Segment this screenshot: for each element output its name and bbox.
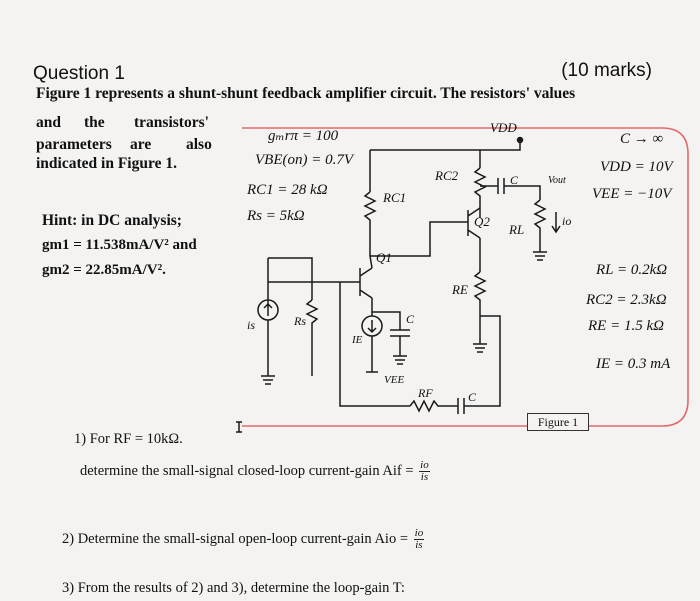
- param-rc1: RC1 = 28 kΩ: [247, 182, 328, 198]
- question-description-line4: indicated in Figure 1.: [36, 155, 177, 172]
- question-1b-text: determine the small-signal closed-loop current-gain Aif =: [80, 462, 414, 479]
- c-top-capacitor: [498, 178, 504, 194]
- hint-line1: Hint: in DC analysis;: [42, 212, 182, 229]
- q1-transistor: [360, 268, 372, 298]
- question-3: 3) From the results of 2) and 3), determine the loop-gain T:: [62, 580, 405, 596]
- rs-resistor: [307, 300, 317, 340]
- label-rl: RL: [509, 222, 525, 237]
- label-vee: VEE: [384, 374, 405, 386]
- figure-label: Figure 1: [527, 413, 589, 431]
- question-1a: 1) For RF = 10kΩ.: [74, 431, 183, 447]
- label-c-bot: C: [468, 390, 477, 404]
- question-description-line3b: are: [130, 136, 152, 153]
- param-vdd: VDD = 10V: [600, 159, 673, 175]
- question-2-text: 2) Determine the small-signal open-loop current-gain Aio =: [62, 530, 409, 547]
- label-re: RE: [452, 282, 468, 297]
- label-ie: IE: [352, 334, 363, 346]
- param-rl: RL = 0.2kΩ: [596, 262, 668, 278]
- param-gm-rpi: gₘrπ = 100: [268, 128, 339, 144]
- feedback-border: [242, 128, 688, 426]
- question-description-line3a: parameters: [36, 136, 112, 153]
- re-resistor: [475, 272, 485, 316]
- label-q2: Q2: [474, 214, 490, 229]
- question-title: Question 1: [33, 63, 125, 84]
- label-vout: Vout: [548, 175, 566, 186]
- question-1b: [80, 460, 430, 483]
- hint-line2: gm1 = 11.538mA/V² and: [42, 237, 197, 253]
- io-arrow: [552, 212, 560, 232]
- question-description-line2b: the: [84, 114, 105, 131]
- label-rc2: RC2: [435, 168, 459, 183]
- rf-resistor: [410, 401, 450, 411]
- c-mid-capacitor: [390, 330, 410, 336]
- question-description-line2c: transistors': [134, 114, 209, 131]
- label-vdd: VDD: [490, 120, 517, 135]
- rc1-resistor: [365, 192, 375, 236]
- fraction-io-is: $\frac{io}{is}$: [420, 459, 429, 483]
- label-rc1: RC1: [383, 190, 407, 205]
- question-description-line1: Figure 1 represents a shunt-shunt feedback amplifier circuit. The resistors' values: [36, 85, 576, 102]
- param-rs: Rs = 5kΩ: [247, 208, 305, 224]
- label-io: io: [562, 214, 572, 228]
- vdd-rail: [370, 142, 520, 150]
- param-vbe-on: VBE(on) = 0.7V: [255, 152, 354, 168]
- c-bot-capacitor: [458, 398, 464, 414]
- question-2: [62, 528, 424, 551]
- rl-resistor: [535, 200, 545, 248]
- param-vee: VEE = −10V: [592, 186, 672, 202]
- param-ie: IE = 0.3 mA: [596, 356, 671, 372]
- label-is: is: [247, 318, 256, 332]
- label-q1: Q1: [376, 250, 392, 265]
- param-re: RE = 1.5 kΩ: [588, 318, 664, 334]
- label-rf: RF: [418, 386, 433, 400]
- param-c-infinite: C → ∞: [620, 131, 664, 147]
- fraction-io-is-2: $\frac{io}{is}$: [414, 527, 424, 551]
- hint-line3: gm2 = 22.85mA/V².: [42, 262, 166, 278]
- label-c-mid: C: [406, 312, 415, 326]
- param-rc2: RC2 = 2.3kΩ: [586, 292, 667, 308]
- rc2-resistor: [475, 168, 485, 208]
- question-marks: (10 marks): [561, 60, 652, 81]
- label-rs: Rs: [294, 314, 306, 328]
- label-c-top: C: [510, 173, 519, 187]
- question-description-line2a: and: [36, 114, 61, 131]
- question-description-line3c: also: [186, 136, 212, 153]
